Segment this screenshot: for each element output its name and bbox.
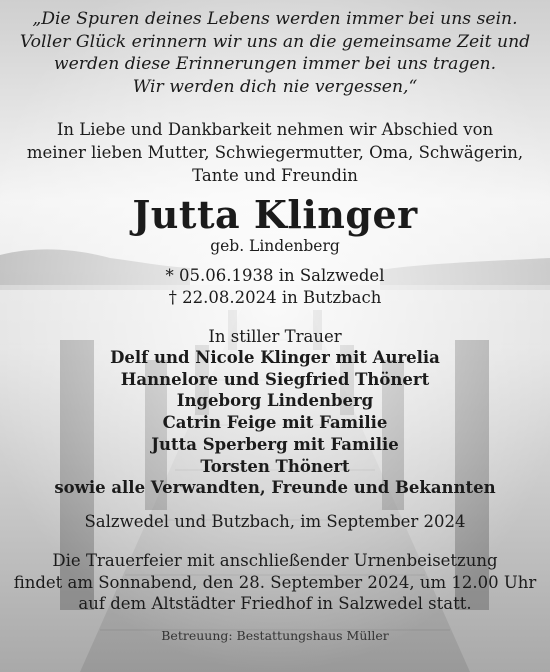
- mourners-list: [0, 347, 550, 499]
- farewell-intro: [10, 119, 540, 187]
- mourner-entry: Delf und Nicole Klinger mit Aurelia: [110, 348, 440, 367]
- mourner-entry: Hannelore und Siegfried Thönert: [120, 369, 430, 389]
- death-date: † 22.08.2024 in Butzbach: [168, 288, 382, 307]
- mourning-intro: In stiller Trauer: [208, 327, 342, 346]
- mourner-entry: Ingeborg Lindenberg: [176, 391, 374, 411]
- maiden-name: geb. Lindenberg: [210, 237, 340, 255]
- quote-line: Voller Glück erinnern wir uns an die gemeinsame Zeit und: [19, 31, 531, 52]
- funeral-details: [0, 550, 550, 615]
- mourner-entry: sowie alle Verwandten, Freunde und Bekannten: [54, 478, 496, 498]
- mourner-entry: Torsten Thönert: [200, 456, 350, 476]
- quote-line: „Die Spuren deines Lebens werden immer bei uns sein.: [32, 9, 518, 29]
- intro-line: In Liebe und Dankbarkeit nehmen wir Abschied von: [56, 120, 494, 139]
- ceremony-line: findet am Sonnabend, den 28. September 2024, um 12.00 Uhr: [13, 572, 537, 592]
- quote-line: werden diese Erinnerungen immer bei uns tragen.: [53, 54, 497, 75]
- mourner-entry: Catrin Feige mit Familie: [162, 413, 388, 433]
- ceremony-line: Die Trauerfeier mit anschließender Urnenbeisetzung: [52, 551, 498, 570]
- funeral-home-credit: Betreuung: Bestattungshaus Müller: [161, 628, 389, 643]
- intro-line: meiner lieben Mutter, Schwiegermutter, Oma, Schwägerin,: [26, 142, 524, 162]
- deceased-name: Jutta Klinger: [132, 192, 418, 237]
- intro-line: Tante und Freundin: [192, 165, 358, 185]
- memorial-quote: [10, 8, 540, 98]
- mourner-entry: Jutta Sperberg mit Familie: [151, 434, 399, 454]
- birth-date: * 05.06.1938 in Salzwedel: [165, 266, 385, 285]
- place-and-date: Salzwedel und Butzbach, im September 2024: [84, 512, 466, 531]
- ceremony-line: auf dem Altstädter Friedhof in Salzwedel statt.: [78, 594, 472, 613]
- life-dates: [0, 265, 550, 309]
- quote-line: Wir werden dich nie vergessen,“: [132, 76, 418, 97]
